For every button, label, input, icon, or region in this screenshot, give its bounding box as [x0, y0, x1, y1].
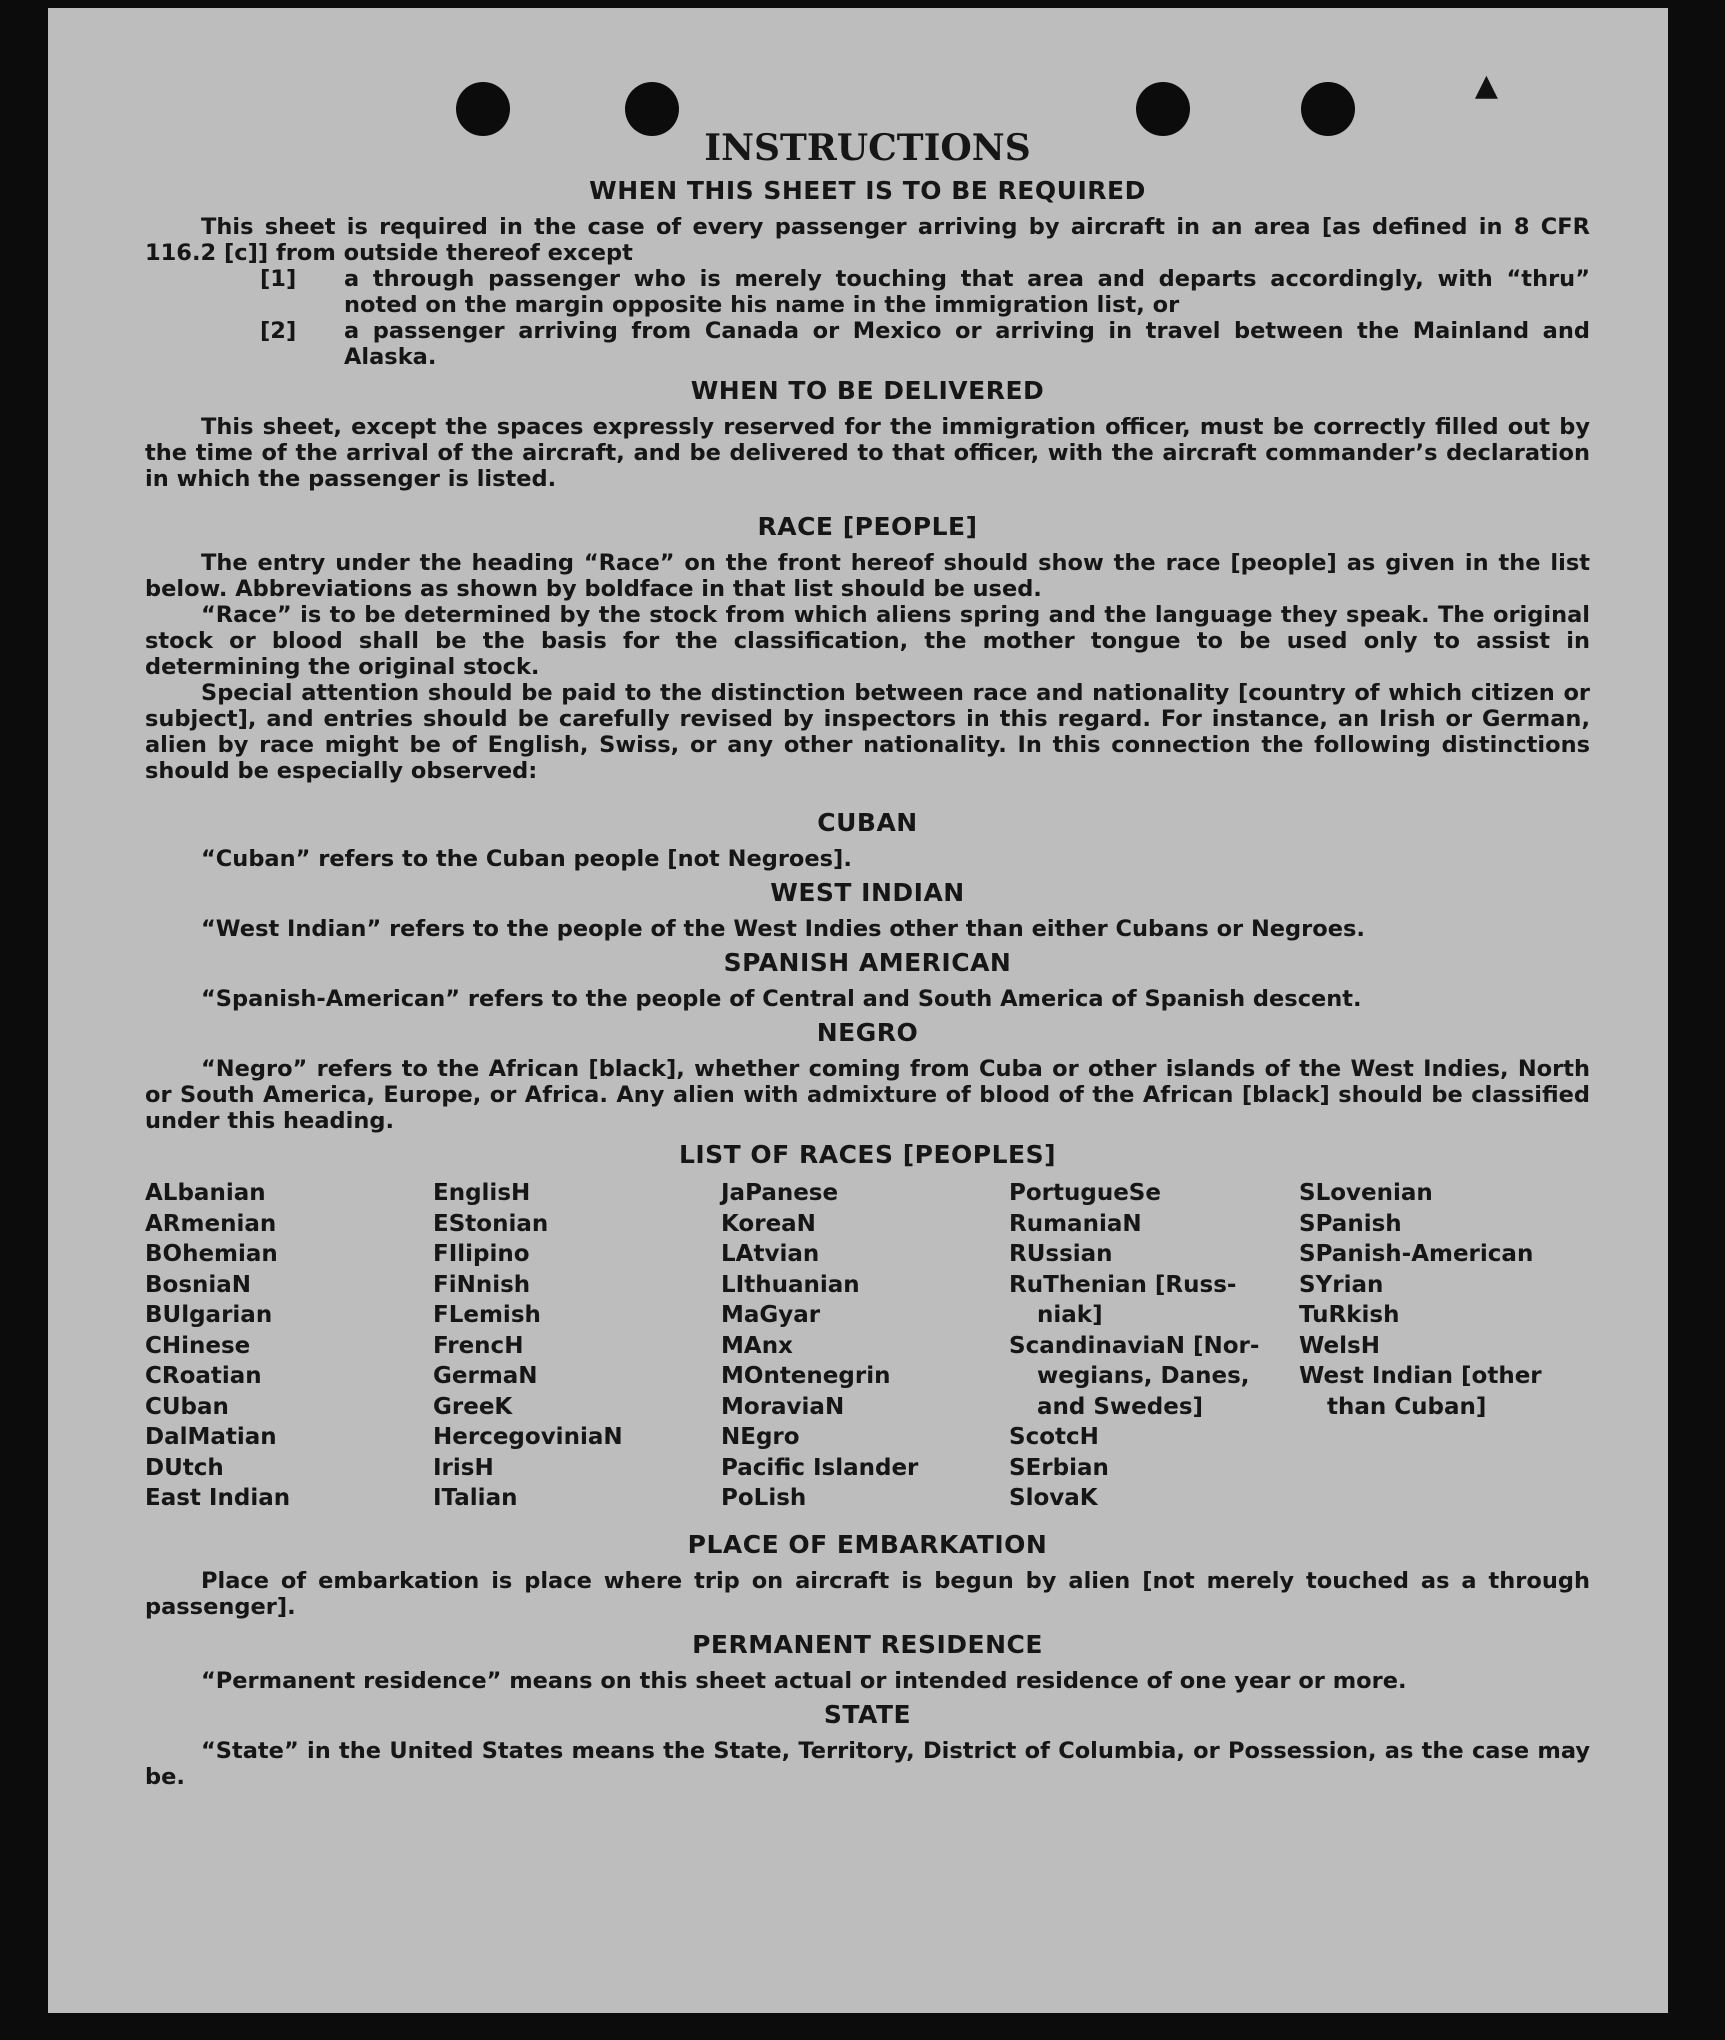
race-entry: PortugueSe — [1009, 1180, 1161, 1206]
corner-mark-icon: ▲ — [1474, 68, 1498, 103]
list-item — [260, 318, 1590, 370]
race-entry: than Cuban] — [1327, 1393, 1487, 1420]
race-entry: GreeK — [433, 1393, 513, 1420]
race-entry: RuThenian [Russ- — [1009, 1271, 1237, 1298]
residence-text: “Permanent residence” means on this sheet actual or intended residence of one year or more. — [201, 1667, 1407, 1694]
negro-text: “Negro” refers to the African [black], whether coming from Cuba or other islands of the West Indies, North or South America, Europe, or Africa. Any alien with admixture of blood of the African [black] should be classified under this heading. — [145, 1056, 1590, 1134]
section-heading-delivered: WHEN TO BE DELIVERED — [690, 376, 1045, 405]
list-item-text: a passenger arriving from Canada or Mexico or arriving in travel between the Mainland and Alaska. — [344, 318, 1590, 370]
race-entry: LIthuanian — [721, 1271, 860, 1298]
race-entry: SLovenian — [1299, 1180, 1433, 1206]
race-entry: MaGyar — [721, 1302, 821, 1328]
race-entry: FrencH — [433, 1332, 524, 1359]
race-entry: CUban — [145, 1393, 229, 1420]
race-entry: DUtch — [145, 1454, 224, 1481]
race-entry: PoLish — [721, 1485, 807, 1511]
races-column — [1299, 1178, 1589, 1514]
list-item-number: [2] — [260, 318, 297, 344]
race-entry: niak] — [1037, 1302, 1103, 1328]
section-heading-state: STATE — [823, 1699, 912, 1729]
races-column — [1009, 1178, 1299, 1514]
races-column — [145, 1178, 433, 1514]
race-entry: ALbanian — [145, 1180, 266, 1206]
race-entry: MoraviaN — [721, 1393, 845, 1420]
race-entry: FiNnish — [433, 1271, 531, 1298]
section-heading-spanish-american: SPANISH AMERICAN — [723, 948, 1012, 977]
embarkation-text: Place of embarkation is place where trip on aircraft is begun by alien [not merely touched as a through passenger]. — [145, 1567, 1590, 1620]
race-entry: FLemish — [433, 1302, 541, 1328]
race-entry: GermaN — [433, 1363, 538, 1389]
race-entry: RUssian — [1009, 1241, 1113, 1267]
race-entry: CRoatian — [145, 1363, 262, 1389]
race-entry: RumaniaN — [1009, 1210, 1142, 1237]
race-entry: SErbian — [1009, 1454, 1109, 1481]
race-entry: SPanish — [1299, 1210, 1402, 1237]
race-entry: ITalian — [433, 1485, 518, 1511]
race-entry: BUlgarian — [145, 1302, 273, 1328]
races-column — [721, 1178, 1009, 1514]
race-entry: West Indian [other — [1299, 1363, 1542, 1389]
race-entry: WelsH — [1299, 1332, 1380, 1359]
document-sheet — [48, 8, 1668, 2013]
spanish-american-text: “Spanish-American” refers to the people of Central and South America of Spanish descent. — [201, 986, 1362, 1012]
list-item — [260, 266, 1590, 318]
race-entry: SPanish-American — [1299, 1241, 1534, 1267]
state-text: “State” in the United States means the State, Territory, District of Columbia, or Possession, as the case may be. — [145, 1737, 1590, 1790]
list-item-text: a through passenger who is merely touching that area and departs accordingly, with “thru” noted on the margin opposite his name in the immigration list, or — [344, 266, 1590, 318]
race-entry: Pacific Islander — [721, 1454, 919, 1481]
race-entry: NEgro — [721, 1424, 800, 1450]
race-entry: DalMatian — [145, 1424, 277, 1450]
race-entry: TuRkish — [1299, 1302, 1400, 1328]
section-heading-races-list: LIST OF RACES [PEOPLES] — [678, 1140, 1057, 1169]
races-column — [433, 1178, 721, 1514]
race-entry: FIlipino — [433, 1241, 530, 1267]
race-entry: ARmenian — [145, 1210, 277, 1237]
section-heading-cuban: CUBAN — [817, 808, 918, 837]
exceptions-list — [145, 266, 1590, 370]
required-intro: This sheet is required in the case of every passenger arriving by aircraft in an area [as defined in 8 CFR 116.2 [c]] from outside thereof except — [145, 214, 1590, 266]
race-entry: SlovaK — [1009, 1485, 1098, 1511]
race-paragraph-2: “Race” is to be determined by the stock from which aliens spring and the language they speak. The original stock or blood shall be the basis for the classification, the mother tongue to be used only to assist in determining the original stock. — [145, 602, 1590, 680]
race-entry: JaPanese — [721, 1180, 839, 1206]
section-heading-residence: PERMANENT RESIDENCE — [692, 1629, 1043, 1659]
race-entry: MOntenegrin — [721, 1363, 891, 1389]
race-paragraph-1: The entry under the heading “Race” on the front hereof should show the race [people] as given in the list below. Abbreviations as shown by boldface in that list should be used. — [145, 550, 1590, 602]
race-entry: and Swedes] — [1037, 1393, 1204, 1420]
race-entry: EnglisH — [433, 1180, 531, 1206]
west-indian-text: “West Indian” refers to the people of the West Indies other than either Cubans or Negroes. — [201, 916, 1365, 942]
race-entry: wegians, Danes, — [1037, 1363, 1250, 1389]
list-item-number: [1] — [260, 266, 297, 292]
race-entry: ScotcH — [1009, 1424, 1099, 1450]
race-paragraph-3: Special attention should be paid to the distinction between race and nationality [country of which citizen or subject], and entries should be carefully revised by inspectors in this regard. For instance, an Irish or German, alien by race might be of English, Swiss, or any other nationality. In this connection the following distinctions should be especially observed: — [145, 680, 1590, 784]
delivered-text: This sheet, except the spaces expressly reserved for the immigration officer, must be correctly filled out by the time of the arrival of the aircraft, and be delivered to that officer, with the aircraft commander’s declaration in which the passenger is listed. — [145, 414, 1590, 492]
section-heading-west-indian: WEST INDIAN — [770, 878, 965, 907]
race-entry: KoreaN — [721, 1210, 816, 1237]
page-title: INSTRUCTIONS — [704, 127, 1031, 169]
races-list — [145, 1178, 1590, 1514]
race-entry: MAnx — [721, 1332, 793, 1359]
cuban-text: “Cuban” refers to the Cuban people [not Negroes]. — [201, 846, 852, 872]
race-entry: SYrian — [1299, 1271, 1384, 1298]
race-entry: ScandinaviaN [Nor- — [1009, 1332, 1260, 1359]
race-entry: CHinese — [145, 1332, 251, 1359]
race-entry: LAtvian — [721, 1241, 820, 1267]
race-entry: EStonian — [433, 1210, 549, 1237]
race-entry: HercegoviniaN — [433, 1424, 623, 1450]
race-entry: BOhemian — [145, 1241, 278, 1267]
race-entry: East Indian — [145, 1485, 291, 1511]
section-heading-race: RACE [PEOPLE] — [757, 512, 978, 541]
race-entry: BosniaN — [145, 1271, 252, 1298]
section-heading-negro: NEGRO — [816, 1018, 919, 1047]
instructions-content — [145, 126, 1590, 1790]
section-heading-required: WHEN THIS SHEET IS TO BE REQUIRED — [589, 176, 1146, 205]
race-entry: IrisH — [433, 1454, 494, 1481]
section-heading-embarkation: PLACE OF EMBARKATION — [687, 1529, 1048, 1559]
